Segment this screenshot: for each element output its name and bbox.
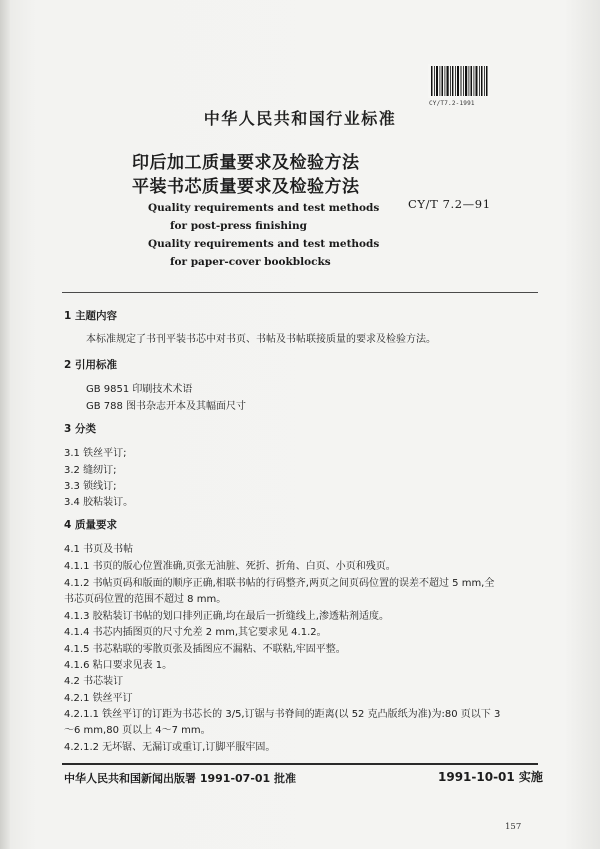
clause-4-1-3: 4.1.3 胶粘装订书帖的划口排列正确,均在最后一折缝线上,渗透粘剂适度。 (64, 611, 389, 622)
section-3-heading: 3 分类 (64, 423, 96, 435)
footer-divider (62, 763, 538, 765)
clause-4-2-1-2: 4.2.1.2 无坏锯、无漏订或重订,订脚平服牢固。 (64, 742, 276, 753)
standard-code: CY/T 7.2—91 (408, 197, 491, 211)
section-1-heading: 1 主题内容 (64, 310, 117, 322)
approval-statement: 中华人民共和国新闻出版署 1991-07-01 批准 (64, 772, 297, 785)
classification-item: 3.3 锁线订; (64, 481, 117, 492)
reference-item: GB 9851 印刷技术术语 (86, 384, 193, 395)
classification-item: 3.1 铁丝平订; (64, 448, 127, 459)
barcode-image (428, 64, 490, 98)
clause-4-1-2: 4.1.2 书帖页码和版面的顺序正确,相联书帖的行码整齐,两页之间页码位置的误差不超过 5 mm,全 (64, 578, 495, 589)
clause-4-2-1-1: 4.2.1.1 铁丝平订的订距为书芯长的 3/5,订锯与书脊间的距离(以 52 克凸版纸为准)为:80 页以下 3 (64, 709, 501, 720)
clause-4-1-4: 4.1.4 书芯内插图页的尺寸允差 2 mm,其它要求见 4.1.2。 (64, 627, 327, 638)
clause-4-1: 4.1 书页及书帖 (64, 544, 134, 555)
clause-4-2-1-1-continued: ～6 mm,80 页以上 4～7 mm。 (64, 725, 211, 736)
section-4-heading: 4 质量要求 (64, 519, 117, 531)
classification-item: 3.2 缝纫订; (64, 465, 117, 476)
clause-4-1-1: 4.1.1 书页的版心位置准确,页张无油脏、死折、折角、白页、小页和残页。 (64, 561, 396, 572)
clause-4-1-6: 4.1.6 粘口要求见表 1。 (64, 660, 173, 671)
document-title-zh-line1: 印后加工质量要求及检验方法 (132, 153, 360, 173)
barcode-code-text: CY/T7.2-1991 (429, 100, 475, 107)
page-number: 157 (505, 822, 522, 832)
clause-4-2: 4.2 书芯装订 (64, 676, 124, 687)
clause-4-1-5: 4.1.5 书芯粘联的零散页张及插图应不漏粘、不联粘,牢固平整。 (64, 644, 346, 655)
section-1-text: 本标准规定了书刊平装书芯中对书页、书帖及书帖联接质量的要求及检验方法。 (86, 334, 436, 345)
header-divider (62, 292, 538, 293)
document-title-en-line4: for paper-cover bookblocks (170, 256, 331, 268)
document-title-en-line2: for post-press finishing (170, 220, 307, 232)
clause-4-1-2-continued: 书芯页码位置的范围不超过 8 mm。 (64, 594, 227, 605)
industry-standard-heading: 中华人民共和国行业标准 (203, 109, 397, 128)
section-2-heading: 2 引用标准 (64, 359, 117, 371)
reference-item: GB 788 图书杂志开本及其幅面尺寸 (86, 401, 247, 412)
classification-item: 3.4 胶粘装订。 (64, 497, 134, 508)
document-title-en-line3: Quality requirements and test methods (148, 238, 380, 250)
document-title-zh-line2: 平装书芯质量要求及检验方法 (132, 177, 360, 197)
clause-4-2-1: 4.2.1 铁丝平订 (64, 693, 133, 704)
document-title-en-line1: Quality requirements and test methods (148, 202, 380, 214)
implementation-date: 1991-10-01 实施 (438, 770, 543, 784)
